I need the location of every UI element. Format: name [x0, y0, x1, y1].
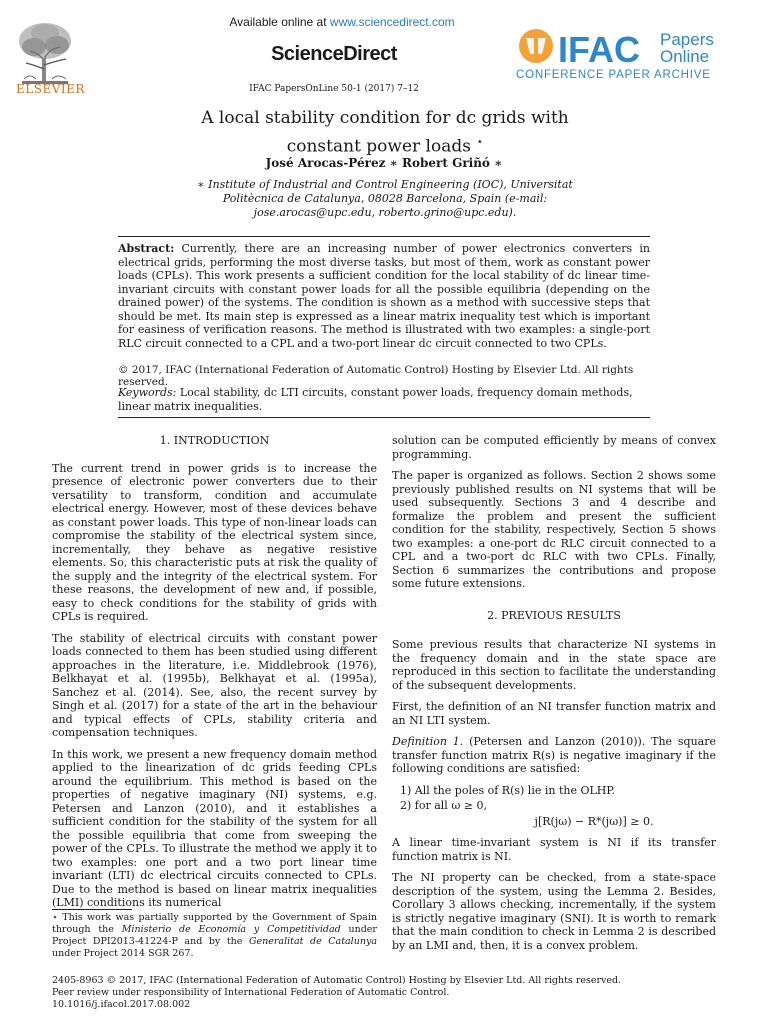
prev-paragraph-2: First, the definition of an NI transfer function matrix and an NI LTI system.: [392, 700, 716, 727]
available-prefix: Available online at: [229, 15, 330, 29]
abstract: [118, 242, 650, 350]
footnote: [52, 912, 377, 960]
keywords-label: Keywords:: [118, 386, 177, 399]
keywords: [118, 386, 650, 413]
ifac-papersonline-logo: [514, 24, 724, 84]
prev-paragraph-1: Some previous results that characterize NI systems in the frequency domain and in the state space are reproduced in this section to facilitate the understanding of the subsequent developments.: [392, 638, 716, 692]
affiliation: [170, 178, 600, 220]
keywords-text: Local stability, dc LTI circuits, constant power loads, frequency domain methods, linear matrix inequalities.: [118, 386, 633, 413]
sciencedirect-title: ScienceDirect: [271, 43, 397, 65]
bottom-line-1: 2405-8963 © 2017, IFAC (International Federation of Automatic Control) Hosting by Elsevier Ltd. All rights reserved.: [52, 975, 622, 986]
abstract-label: Abstract:: [118, 242, 175, 255]
sciencedirect-link[interactable]: www.sciencedirect.com: [329, 15, 455, 29]
section-1-heading: 1. INTRODUCTION: [159, 434, 270, 447]
footnote-text-c: under Project 2014 SGR 267.: [52, 948, 194, 959]
bottom-doi[interactable]: 10.1016/j.ifacol.2017.08.002: [52, 999, 191, 1010]
affiliation-line-1: ∗ Institute of Industrial and Control Engineering (IOC), Universitat: [197, 178, 573, 191]
left-column: [52, 434, 377, 918]
condition-item-1: 1) All the poles of R(s) lie in the OLHP.: [400, 783, 616, 797]
footnote-text-a: ⋆ This work was partially supported by the Government of Spain through the: [52, 912, 377, 935]
footnote-gencat: Generalitat de Catalunya: [248, 936, 377, 947]
authors: José Arocas-Pérez ∗ Robert Griñó ∗: [265, 156, 503, 170]
footnote-ministry: Ministerio de Economía y Competitividad: [121, 924, 341, 935]
ifac-archive-text: CONFERENCE PAPER ARCHIVE: [516, 69, 711, 81]
ifac-papers-text: Papers: [660, 30, 714, 49]
right-paragraph-0: solution can be computed efficiently by means of convex programming.: [392, 434, 716, 461]
abstract-text: Currently, there are an increasing number of power electronics converters in electrical grids, performing the most diverse tasks, but most of them, work as constant power loads (CPLs). This work presents a sufficient condition for the local stability of dc linear time-invariant circuits with constant power loads for all the possible equilibria (depending on the drained power) of the systems. The condition is shown as a method with successive steps that should be met. Its main step is expressed as a linear matrix inequality test which is important for easiness of verification reasons. The method is illustrated with two examples: a single-port RLC circuit connected to a CPL and a two-port linear dc circuit connected to two CPLs.: [118, 242, 650, 350]
title-footnote-star: ⋆: [476, 135, 484, 148]
abstract-bottom-rule: [118, 417, 650, 418]
title-line-1: A local stability condition for dc grids with: [201, 108, 569, 128]
abstract-copyright: © 2017, IFAC (International Federation of Automatic Control) Hosting by Elsevier Ltd. All rights reserved.: [118, 364, 634, 388]
condition-item-2: 2) for all ω ≥ 0,: [400, 799, 488, 812]
definition-1: [392, 735, 716, 776]
intro-paragraph-1: The current trend in power grids is to increase the presence of electronic power converters due to their versatility to transform, condition and accumulate electrical energy. However, most of these devices behave as constant power loads. This type of non-linear loads can compromise the stability of the electrical system since, incrementally, they behave as negative resistive elements. So, this characteristic puts at risk the quality of the supply and the integrity of the electrical system. For these reasons, the development of new and, if possible, easy to check conditions for the stability of grids with CPLs is required.: [52, 461, 377, 623]
right-paragraph-1: The paper is organized as follows. Section 2 shows some previously published results on NI systems that will be used subsequently. Sections 3 and 4 describe and formalize the problem and present the sufficient condition for the stability, respectively, Section 5 shows two examples: a one-port dc RLC circuit connected to a CPL and a two-port dc RLC with two CPLs. Finally, Section 6 summarizes the contributions and propose some future extensions.: [392, 469, 716, 590]
journal-line: IFAC PapersOnLine 50-1 (2017) 7–12: [249, 84, 419, 94]
abstract-top-rule: [118, 236, 650, 237]
paper-title: [150, 106, 620, 159]
prev-paragraph-4: The NI property can be checked, from a state-space description of the system, using the Lemma 2. Besides, Corollary 3 allows checking, incrementally, if the system is strictly negative imaginary (SNI). It is worth to remark that the main condition to check in Lemma 2 is described by an LMI and, then, it is a convex problem.: [392, 871, 716, 952]
footnote-rule: [52, 909, 132, 910]
intro-paragraph-3: In this work, we present a new frequency domain method applied to the linearization of dc grids feeding CPLs around the equilibrium. This method is based on the properties of negative imaginary (NI) systems, e.g. Petersen and Lanzon (2010), and it establishes a sufficient condition for the stability of the system for all the possible equilibria that come from sweeping the power of the CPLs. To illustrate the method we apply it to two examples: one port and a two port linear time invariant (LTI) dc electrical circuits connected to CPLs. Due to the method is based on linear matrix inequalities (LMI) conditions its numerical: [52, 747, 377, 909]
definition-label: Definition 1.: [392, 735, 464, 748]
ifac-online-text: Online: [660, 47, 710, 66]
definition-text: (Petersen and Lanzon (2010)). The square transfer function matrix R(s) is negative imaginary if the following conditions are satisfied:: [392, 735, 716, 775]
ifac-brand-text: IFAC: [558, 29, 641, 70]
section-2-heading: 2. PREVIOUS RESULTS: [487, 608, 621, 622]
ni-equation: j[R(jω) − R*(jω)] ≥ 0.: [534, 814, 654, 828]
title-line-2: constant power loads: [286, 136, 471, 157]
bottom-line-2: Peer review under responsibility of International Federation of Automatic Control.: [52, 987, 450, 998]
intro-paragraph-2: The stability of electrical circuits with constant power loads connected to them has been studied using different approaches in the literature, i.e. Middlebrook (1976), Belkhayat et al. (1995b), Belkhayat et al. (1995a), Sanchez et al. (2014). See, also, the recent survey by Singh et al. (2017) for a state of the art in the behaviour and typical effects of CPLs, stability criteria and compensation techniques.: [52, 631, 377, 739]
affiliation-line-3: jose.arocas@upc.edu, roberto.grino@upc.edu).: [253, 206, 517, 219]
elsevier-wordmark: ELSEVIER: [16, 82, 85, 96]
affiliation-line-2: Politècnica de Catalunya, 08028 Barcelona, Spain (e-mail:: [222, 192, 548, 205]
right-column: [392, 434, 716, 960]
prev-paragraph-3: A linear time-invariant system is NI if its transfer function matrix is NI.: [392, 836, 716, 863]
bottom-matter: [52, 975, 692, 1011]
footnote-text-b: under Project DPI2013-41224-P and by the: [52, 924, 377, 947]
